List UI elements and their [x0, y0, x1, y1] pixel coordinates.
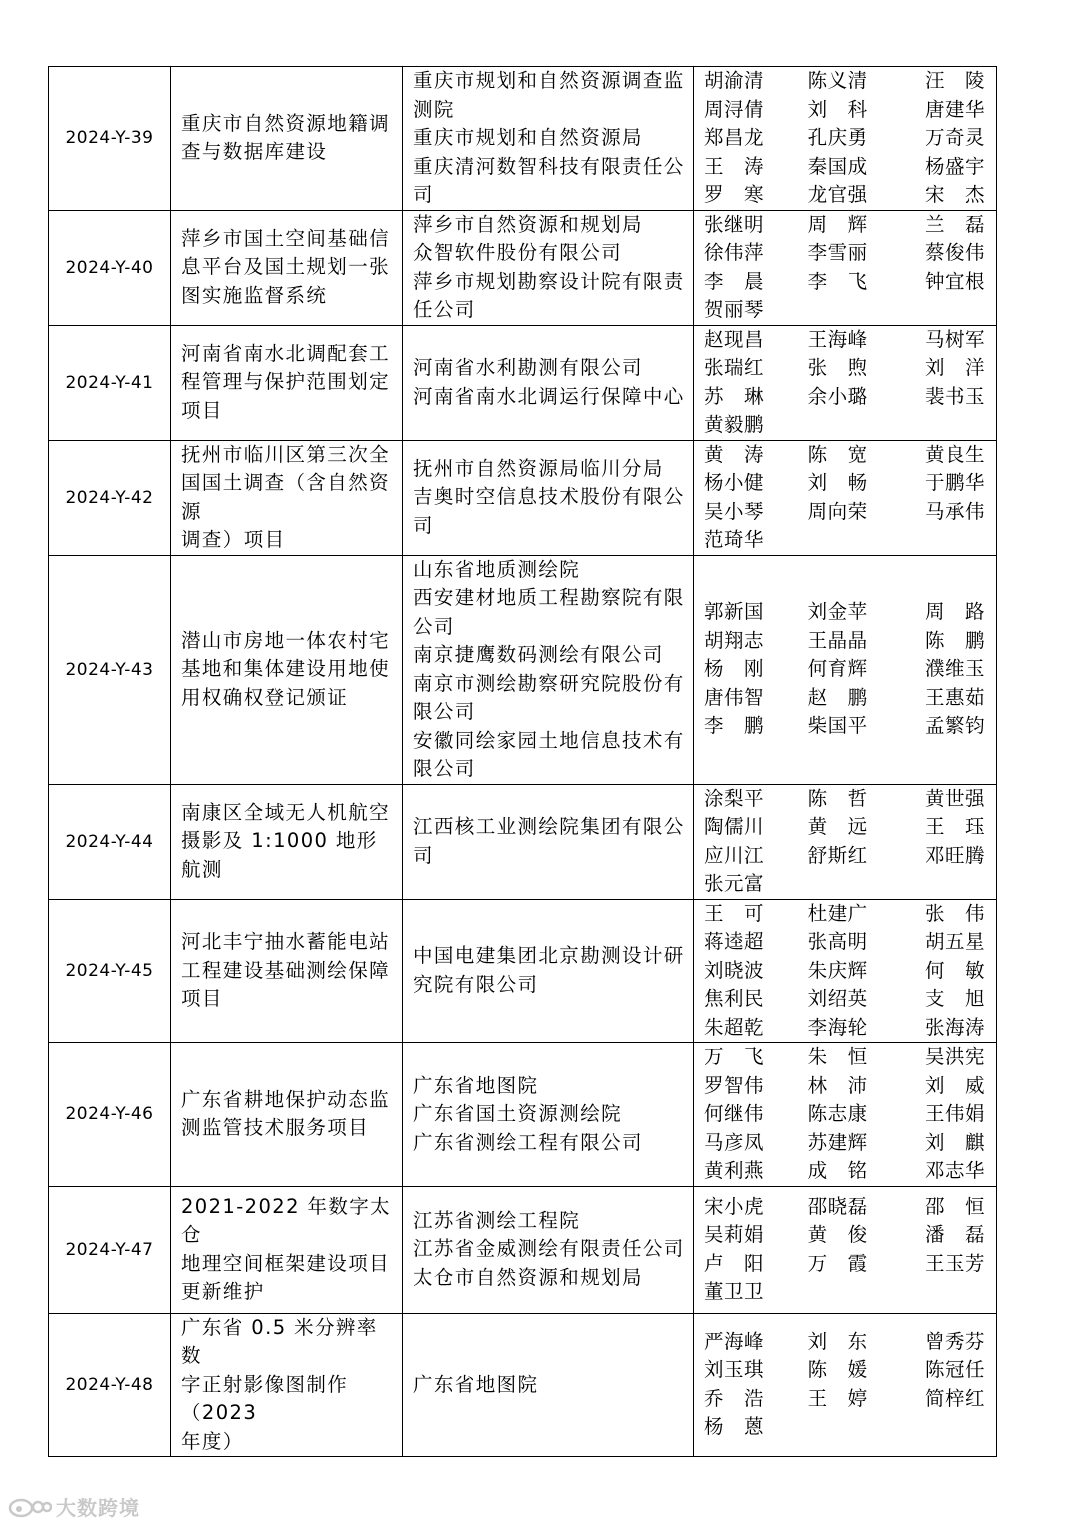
participant-name: 李 鹏 [704, 714, 765, 738]
participant-name: 王惠茹 [924, 685, 985, 709]
participant-name: 陈 媛 [807, 1358, 868, 1382]
participant-name: 马彦凤 [704, 1130, 765, 1154]
participant-name: 董卫卫 [704, 1280, 765, 1303]
participant-name: 陈 鹏 [924, 628, 985, 652]
project-code: 2024-Y-41 [49, 325, 171, 440]
project-name: 重庆市自然资源地籍调 查与数据库建设 [181, 111, 391, 164]
participant-name: 应川江 [704, 843, 765, 867]
participant-name: 简梓红 [924, 1386, 985, 1410]
project-name-cell [171, 1186, 403, 1313]
participant-name: 胡翔志 [704, 628, 765, 652]
completing-unit: 河南省水利勘测有限公司 [413, 356, 643, 379]
project-name-cell [171, 899, 403, 1043]
completing-unit: 安徽同绘家园土地信息技术有限公司 [413, 728, 685, 780]
participant-name: 刘玉琪 [704, 1358, 765, 1382]
project-name-cell [171, 1313, 403, 1457]
participant-name: 成 铭 [807, 1159, 868, 1182]
participant-name: 何继伟 [704, 1102, 765, 1125]
participant-name: 李雪丽 [807, 241, 868, 264]
participant-name: 唐建华 [924, 97, 985, 121]
completing-unit: 河南省南水北调运行保障中心 [413, 384, 685, 408]
completing-units-cell [403, 1313, 694, 1457]
participant-name: 杜建广 [807, 901, 868, 925]
completing-unit: 萍乡市自然资源和规划局 [413, 212, 643, 236]
participant-name: 朱超乾 [704, 1015, 765, 1039]
participant-name: 蒋逵超 [704, 930, 765, 953]
participant-name: 陈义清 [807, 69, 868, 92]
participants-cell [694, 440, 997, 555]
completing-unit: 抚州市自然资源局临川分局 [413, 456, 664, 480]
table-row [49, 325, 997, 440]
project-name-cell [171, 325, 403, 440]
participant-name: 焦利民 [704, 987, 765, 1010]
participants-grid [704, 598, 985, 741]
project-code: 2024-Y-39 [49, 67, 171, 211]
project-name: 潜山市房地一体农村宅 基地和集体建设用地使 用权确权登记颁证 [181, 628, 391, 709]
participant-name: 范琦华 [704, 528, 765, 551]
participant-name: 刘 东 [807, 1329, 868, 1353]
completing-units-cell [403, 67, 694, 211]
participant-name: 杨 蒽 [704, 1415, 765, 1439]
participant-name: 黄 远 [807, 815, 868, 838]
participant-name: 李海轮 [807, 1015, 868, 1039]
participant-name: 秦国成 [807, 154, 868, 178]
participant-name: 刘 威 [924, 1073, 985, 1097]
project-name: 南康区全域无人机航空 摄影及 1:1000 地形航测 [181, 800, 391, 881]
project-name: 广东省耕地保护动态监 测监管技术服务项目 [181, 1087, 391, 1140]
participant-name: 万 飞 [704, 1045, 765, 1068]
participant-name: 赵 鹏 [807, 685, 868, 709]
participant-name: 孔庆勇 [807, 126, 868, 149]
completing-unit: 太仓市自然资源和规划局 [413, 1265, 643, 1289]
participants-cell [694, 899, 997, 1043]
completing-units-cell [403, 899, 694, 1043]
participant-name: 宋小虎 [704, 1194, 765, 1218]
participant-name: 罗 寒 [704, 183, 765, 206]
completing-units-cell [403, 210, 694, 325]
participant-name: 王 婷 [807, 1386, 868, 1410]
participant-name: 朱庆辉 [807, 958, 868, 982]
participant-name: 陈 哲 [807, 786, 868, 810]
participants-grid [704, 1328, 985, 1442]
participant-name: 黄 俊 [807, 1223, 868, 1246]
completing-unit: 广东省测绘工程有限公司 [413, 1130, 643, 1154]
participant-name: 徐伟萍 [704, 241, 765, 264]
project-code: 2024-Y-40 [49, 210, 171, 325]
project-name: 2021-2022 年数字太仓 地理空间框架建设项目 更新维护 [181, 1194, 392, 1303]
completing-unit: 重庆清河数智科技有限责任公司 [413, 154, 685, 206]
project-name-cell [171, 555, 403, 784]
participant-name: 李 晨 [704, 269, 765, 293]
project-name-cell [171, 784, 403, 899]
award-table-body [49, 67, 997, 1457]
completing-unit: 江苏省金威测绘有限责任公司 [413, 1237, 685, 1261]
participant-name: 刘绍英 [807, 987, 868, 1010]
participant-name: 龙官强 [807, 183, 868, 206]
participants-grid [704, 211, 985, 325]
watermark [8, 1492, 140, 1521]
project-name-cell [171, 1043, 403, 1187]
participant-name: 乔 浩 [704, 1386, 765, 1410]
participant-name: 郑昌龙 [704, 126, 765, 149]
participant-name: 黄毅鹏 [704, 413, 765, 436]
participant-name: 陈 宽 [807, 442, 868, 466]
project-code: 2024-Y-43 [49, 555, 171, 784]
participant-name: 周向荣 [807, 499, 868, 523]
project-name: 萍乡市国土空间基础信 息平台及国土规划一张 图实施监督系统 [181, 226, 391, 307]
project-name: 广东省 0.5 米分辨率数 字正射影像图制作（2023 年度） [181, 1315, 378, 1453]
completing-units-cell [403, 784, 694, 899]
completing-unit: 中国电建集团北京勘测设计研究院有限公司 [413, 944, 685, 996]
participant-name: 邓旺腾 [924, 843, 985, 867]
participant-name: 邵 恒 [924, 1194, 985, 1218]
project-code: 2024-Y-47 [49, 1186, 171, 1313]
table-row [49, 440, 997, 555]
participant-name: 舒斯红 [807, 843, 868, 867]
project-name: 河北丰宁抽水蓄能电站 工程建设基础测绘保障 项目 [181, 930, 391, 1010]
participant-name: 杨盛宇 [924, 154, 985, 178]
participant-name: 马树军 [924, 327, 985, 351]
project-name: 抚州市临川区第三次全 国国土调查（含自然资源 调查）项目 [181, 442, 391, 551]
completing-unit: 山东省地质测绘院 [413, 557, 581, 581]
participant-name: 赵现昌 [704, 327, 765, 351]
completing-units-cell [403, 325, 694, 440]
participant-name: 宋 杰 [924, 183, 985, 206]
participant-name: 邓志华 [924, 1159, 985, 1182]
completing-unit: 重庆市规划和自然资源局 [413, 126, 643, 149]
participant-name: 周 路 [924, 600, 985, 624]
participants-grid [704, 900, 985, 1043]
completing-unit: 广东省国土资源测绘院 [413, 1102, 623, 1125]
participants-cell [694, 325, 997, 440]
participant-name: 张 煦 [807, 356, 868, 379]
project-name-cell [171, 210, 403, 325]
table-row [49, 67, 997, 211]
participant-name: 陶儒川 [704, 815, 765, 838]
participant-name: 濮维玉 [924, 657, 985, 681]
participant-name: 刘晓波 [704, 958, 765, 982]
participants-cell [694, 1313, 997, 1457]
participant-name: 王晶晶 [807, 628, 868, 652]
weibo-like-logo-icon [8, 1495, 52, 1519]
completing-unit: 萍乡市规划勘察设计院有限责任公司 [413, 269, 685, 321]
participant-name: 吴洪宪 [924, 1045, 985, 1068]
completing-units-cell [403, 440, 694, 555]
participant-name: 万奇灵 [924, 126, 985, 149]
participant-name: 杨小健 [704, 471, 765, 494]
participant-name: 吴莉娟 [704, 1223, 765, 1246]
project-name-cell [171, 67, 403, 211]
participants-grid [704, 67, 985, 210]
participant-name: 吴小琴 [704, 499, 765, 523]
participant-name: 于鹏华 [924, 471, 985, 494]
project-code: 2024-Y-42 [49, 440, 171, 555]
project-code: 2024-Y-44 [49, 784, 171, 899]
participant-name: 马承伟 [924, 499, 985, 523]
participant-name: 万 霞 [807, 1251, 868, 1275]
participant-name: 涂梨平 [704, 786, 765, 810]
participant-name: 余小璐 [807, 384, 868, 408]
participant-name: 王 涛 [704, 154, 765, 178]
participant-name: 胡五星 [924, 930, 985, 953]
participant-name: 严海峰 [704, 1329, 765, 1353]
participants-grid [704, 1193, 985, 1307]
participant-name: 黄良生 [924, 442, 985, 466]
participant-name: 苏建辉 [807, 1130, 868, 1154]
table-row [49, 899, 997, 1043]
participant-name: 刘 畅 [807, 471, 868, 494]
participant-name: 邵晓磊 [807, 1194, 868, 1218]
completing-units-cell [403, 1043, 694, 1187]
completing-unit: 重庆市规划和自然资源调查监测院 [413, 69, 685, 121]
participant-name: 张海涛 [924, 1015, 985, 1039]
participant-name: 柴国平 [807, 714, 868, 738]
participant-name: 苏 琳 [704, 384, 765, 408]
participant-name: 唐伟智 [704, 685, 765, 709]
participant-name: 王 珏 [924, 815, 985, 838]
participant-name: 陈志康 [807, 1102, 868, 1125]
participant-name: 张高明 [807, 930, 868, 953]
participant-name: 杨 刚 [704, 657, 765, 681]
participant-name: 罗智伟 [704, 1073, 765, 1097]
completing-unit: 广东省地图院 [413, 1073, 539, 1097]
watermark-text: 大数跨境 [56, 1496, 140, 1520]
participant-name: 兰 磊 [924, 212, 985, 236]
participant-name: 贺丽琴 [704, 298, 765, 321]
completing-unit: 吉奥时空信息技术股份有限公司 [413, 485, 685, 537]
completing-unit: 南京捷鹰数码测绘有限公司 [413, 643, 664, 666]
table-row [49, 1313, 997, 1457]
participant-name: 王玉芳 [924, 1251, 985, 1275]
project-code: 2024-Y-46 [49, 1043, 171, 1187]
participant-name: 胡渝清 [704, 69, 765, 92]
completing-unit: 众智软件股份有限公司 [413, 241, 623, 264]
participant-name: 卢 阳 [704, 1251, 765, 1275]
participant-name: 何 敏 [924, 958, 985, 982]
award-table [48, 66, 997, 1457]
participant-name: 蔡俊伟 [924, 241, 985, 264]
participants-cell [694, 210, 997, 325]
participant-name: 黄世强 [924, 786, 985, 810]
participant-name: 刘 科 [807, 97, 868, 121]
project-name: 河南省南水北调配套工 程管理与保护范围划定 项目 [181, 341, 391, 422]
participant-name: 王 可 [704, 901, 765, 925]
table-row [49, 555, 997, 784]
participant-name: 支 旭 [924, 987, 985, 1010]
participant-name: 朱 恒 [807, 1045, 868, 1068]
participant-name: 李 飞 [807, 269, 868, 293]
participants-grid [704, 1043, 985, 1186]
participant-name: 林 沛 [807, 1073, 868, 1097]
project-code: 2024-Y-48 [49, 1313, 171, 1457]
project-code: 2024-Y-45 [49, 899, 171, 1043]
participant-name: 陈冠任 [924, 1358, 985, 1382]
participant-name: 郭新国 [704, 600, 765, 624]
completing-unit: 江苏省测绘工程院 [413, 1208, 581, 1232]
participants-grid [704, 326, 985, 440]
completing-unit: 西安建材地质工程勘察院有限公司 [413, 586, 685, 638]
completing-unit: 江西核工业测绘院集团有限公司 [413, 815, 685, 867]
participant-name: 刘 洋 [924, 356, 985, 379]
participant-name: 王海峰 [807, 327, 868, 351]
completing-unit: 广东省地图院 [413, 1372, 539, 1396]
participant-name: 张瑞红 [704, 356, 765, 379]
table-row [49, 1043, 997, 1187]
participant-name: 孟繁钧 [924, 714, 985, 738]
participant-name: 汪 陵 [924, 69, 985, 92]
project-name-cell [171, 440, 403, 555]
table-row [49, 784, 997, 899]
participants-cell [694, 67, 997, 211]
table-row [49, 210, 997, 325]
completing-units-cell [403, 555, 694, 784]
participant-name: 张元富 [704, 872, 765, 895]
participant-name: 刘金苹 [807, 600, 868, 624]
participant-name: 曾秀芬 [924, 1329, 985, 1353]
participant-name: 周 辉 [807, 212, 868, 236]
participants-grid [704, 441, 985, 555]
completing-unit: 南京市测绘勘察研究院股份有限公司 [413, 671, 685, 723]
participant-name: 何育辉 [807, 657, 868, 681]
participants-grid [704, 785, 985, 899]
participant-name: 刘 麒 [924, 1130, 985, 1154]
participant-name: 张继明 [704, 212, 765, 236]
participant-name: 潘 磊 [924, 1223, 985, 1246]
participant-name: 张 伟 [924, 901, 985, 925]
participant-name: 裴书玉 [924, 384, 985, 408]
table-row [49, 1186, 997, 1313]
participants-cell [694, 784, 997, 899]
participants-cell [694, 1043, 997, 1187]
participant-name: 周浔倩 [704, 97, 765, 121]
participant-name: 黄 涛 [704, 442, 765, 466]
completing-units-cell [403, 1186, 694, 1313]
participant-name: 王伟娟 [924, 1102, 985, 1125]
participant-name: 钟宜根 [924, 269, 985, 293]
participants-cell [694, 555, 997, 784]
participants-cell [694, 1186, 997, 1313]
participant-name: 黄利燕 [704, 1159, 765, 1182]
